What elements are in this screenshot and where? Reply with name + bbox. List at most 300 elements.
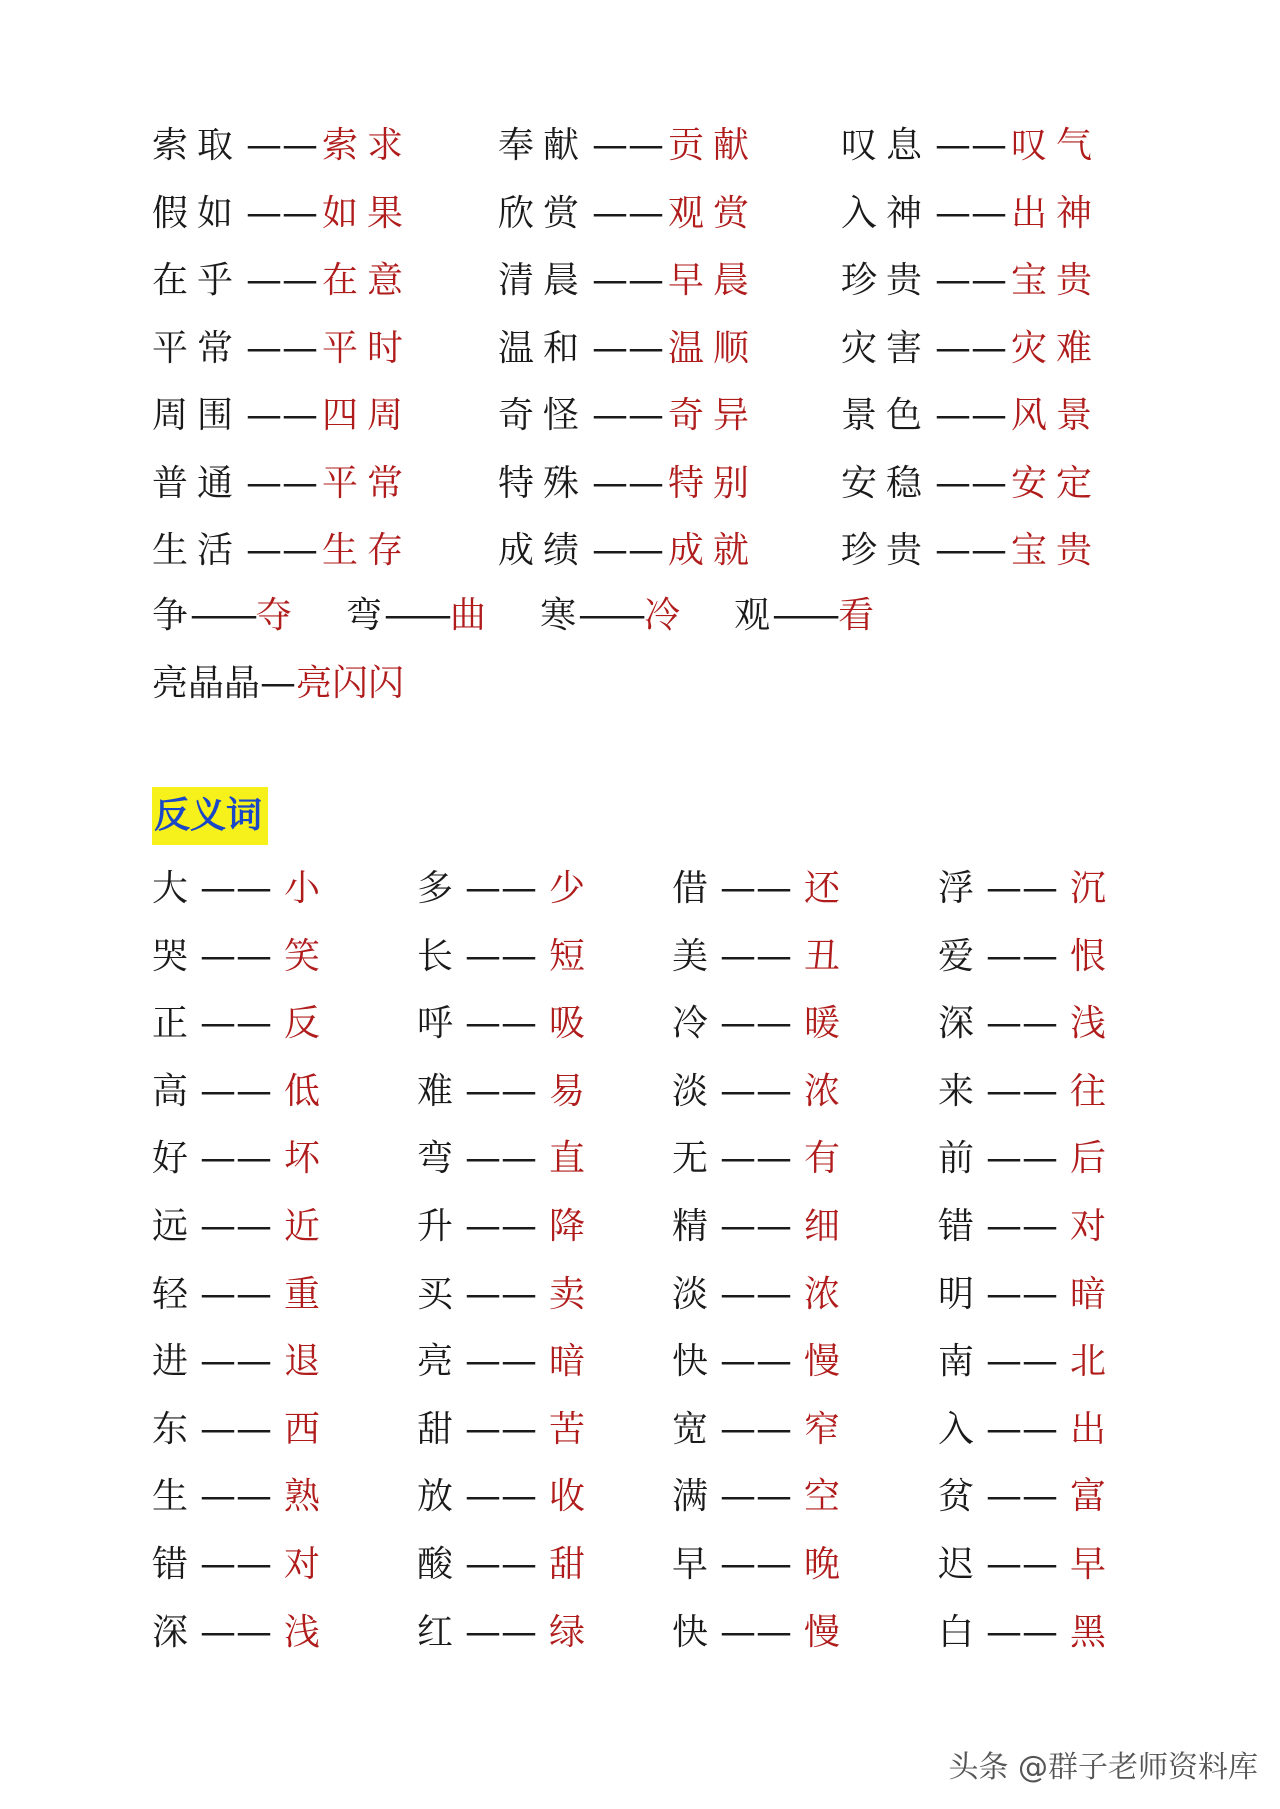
dash: —— [720,1070,793,1112]
word-right: 平常 [322,462,413,504]
antonym-pair [417,1396,585,1464]
dash: —— [578,595,643,636]
word-left: 宽 [672,1408,709,1450]
dash: —— [935,395,1008,436]
dash: —— [246,530,319,571]
dash: —— [465,1544,538,1585]
word-right: 富 [1070,1476,1107,1518]
antonym-pair [672,1193,840,1261]
dash: —— [200,1476,273,1518]
word-right: 有 [804,1138,841,1180]
synonym-row [152,517,1152,585]
dash: —— [200,1544,273,1585]
word-left: 淡 [672,1273,709,1315]
synonym-row [152,247,1152,315]
word-left: 明 [938,1273,975,1315]
word-right: 早晨 [668,260,759,301]
dash: —— [986,1611,1059,1653]
antonym-pair [417,1193,585,1261]
word-left: 快 [672,1611,709,1653]
dash: —— [200,935,273,977]
antonym-pair [672,923,840,991]
word-left: 来 [938,1070,975,1112]
word-right: 观赏 [668,192,759,234]
word-left: 大 [152,868,189,909]
dash: —— [720,1206,793,1247]
word-right: 晚 [804,1544,841,1585]
word-left: 争 [152,595,189,636]
antonym-row [152,1463,1152,1531]
dash: —— [465,1206,538,1247]
dash: —— [465,868,538,909]
word-left: 冷 [672,1003,709,1045]
antonym-pair [938,1193,1106,1261]
antonym-pair [417,1261,585,1329]
dash: —— [986,1408,1059,1450]
synonym-pair [152,112,412,180]
dash: —— [986,1273,1059,1315]
word-right: 如果 [322,192,413,234]
word-right: 成就 [668,530,759,571]
dash: —— [465,1138,538,1180]
dash: —— [986,1206,1059,1247]
dash: —— [592,462,665,504]
word-right: 暗 [1070,1273,1107,1315]
dash: —— [465,1408,538,1450]
antonym-row [152,1531,1152,1599]
word-right: 恨 [1070,935,1107,977]
antonym-pair [938,1599,1106,1667]
word-right: 在意 [322,260,413,301]
word-right: 北 [1070,1341,1107,1383]
dash: —— [720,1544,793,1585]
antonym-pair [152,1599,320,1667]
word-left: 东 [152,1408,189,1450]
dash: —— [986,935,1059,977]
word-left: 美 [672,935,709,977]
antonym-pair [417,1531,585,1599]
dash: —— [200,1273,273,1315]
word-right: 对 [284,1544,321,1585]
word-left: 生 [152,1476,189,1518]
dash: — [260,663,297,704]
antonym-pair [672,1261,840,1329]
word-left: 贫 [938,1476,975,1518]
antonym-pair [938,1125,1106,1193]
word-left: 白 [938,1611,975,1653]
word-right: 丑 [804,935,841,977]
word-right: 浅 [1070,1003,1107,1045]
synonym-single-row [152,582,928,650]
antonym-pair [152,1261,320,1329]
word-left: 升 [417,1206,454,1247]
dash: —— [592,327,665,369]
word-left: 南 [938,1341,975,1383]
word-left: 呼 [417,1003,454,1045]
word-right: 平时 [322,327,413,369]
word-right: 直 [549,1138,586,1180]
word-left: 清晨 [498,260,589,301]
dash: —— [592,260,665,301]
antonym-pair [938,855,1106,923]
dash: —— [200,1341,273,1383]
word-right: 降 [549,1206,586,1247]
antonym-pair [152,1531,320,1599]
synonym-pair [841,180,1101,248]
word-left: 奉献 [498,125,589,166]
word-right: 生存 [322,530,413,571]
dash: —— [246,192,319,234]
word-right: 安定 [1011,462,1102,504]
synonym-pair [152,517,412,585]
antonym-row [152,1396,1152,1464]
word-right: 浓 [804,1070,841,1112]
synonym-pair [498,382,758,450]
dash: —— [465,1070,538,1112]
antonym-pair [672,990,840,1058]
antonym-row [152,990,1152,1058]
word-left: 假如 [152,192,243,234]
antonym-pair [938,1261,1106,1329]
word-left: 灾害 [841,327,932,369]
synonym-pair [152,595,292,636]
antonym-pair [152,1058,320,1126]
synonym-pair [152,315,412,383]
word-left: 弯 [346,595,383,636]
dash: —— [986,1476,1059,1518]
word-left: 安稳 [841,462,932,504]
word-left: 无 [672,1138,709,1180]
watermark: 头条 @群子老师资料库 [948,1750,1258,1785]
word-right: 窄 [804,1408,841,1450]
dash: —— [200,1408,273,1450]
word-left: 淡 [672,1070,709,1112]
dash: —— [246,125,319,166]
antonym-pair [417,1599,585,1667]
synonym-pair [152,450,412,518]
word-right: 收 [549,1476,586,1518]
synonym-row [152,382,1152,450]
dash: —— [465,1273,538,1315]
word-left: 甜 [417,1408,454,1450]
synonym-row [152,180,1152,248]
synonym-pair [152,247,412,315]
word-right: 看 [838,595,875,636]
word-right: 曲 [450,595,487,636]
word-left: 错 [152,1544,189,1585]
word-left: 寒 [540,595,577,636]
antonym-pair [417,990,585,1058]
word-right: 甜 [549,1544,586,1585]
word-left: 平常 [152,327,243,369]
antonym-pair [152,1396,320,1464]
antonym-pair [938,1463,1106,1531]
antonym-pair [672,1396,840,1464]
word-left: 长 [417,935,454,977]
word-right: 特别 [668,462,759,504]
word-left: 在乎 [152,260,243,301]
antonym-pair [672,1125,840,1193]
synonym-row [152,112,1152,180]
antonym-pair [417,923,585,991]
dash: —— [200,868,273,909]
antonym-row [152,1058,1152,1126]
word-left: 借 [672,868,709,909]
antonym-pair [152,1193,320,1261]
dash: —— [592,192,665,234]
antonym-pair [672,1599,840,1667]
word-left: 远 [152,1206,189,1247]
dash: —— [200,1070,273,1112]
word-right: 奇异 [668,395,759,436]
synonym-pair [498,450,758,518]
dash: —— [246,327,319,369]
word-right: 低 [284,1070,321,1112]
word-left: 正 [152,1003,189,1045]
dash: —— [720,1341,793,1383]
dash: —— [772,595,837,636]
word-left: 特殊 [498,462,589,504]
synonym-pair [346,595,486,636]
word-left: 入神 [841,192,932,234]
word-left: 早 [672,1544,709,1585]
word-right: 易 [549,1070,586,1112]
dash: —— [465,1476,538,1518]
dash: —— [384,595,449,636]
word-right: 反 [284,1003,321,1045]
antonym-row [152,1599,1152,1667]
word-right: 冷 [644,595,681,636]
word-right: 笑 [284,935,321,977]
dash: —— [720,1611,793,1653]
dash: —— [935,327,1008,369]
word-right: 重 [284,1273,321,1315]
word-right: 坏 [284,1138,321,1180]
word-right: 风景 [1011,395,1102,436]
word-left: 快 [672,1341,709,1383]
word-right: 短 [549,935,586,977]
antonym-pair [938,923,1106,991]
antonym-pair [672,1058,840,1126]
word-right: 温顺 [668,327,759,369]
word-right: 对 [1070,1206,1107,1247]
word-left: 景色 [841,395,932,436]
word-right: 少 [549,868,586,909]
antonym-pair [152,1328,320,1396]
dash: —— [935,260,1008,301]
word-left: 难 [417,1070,454,1112]
dash: —— [246,260,319,301]
synonym-last-row [152,650,404,718]
dash: —— [935,462,1008,504]
synonym-pair [498,180,758,248]
dash: —— [465,935,538,977]
dash: —— [986,1003,1059,1045]
dash: —— [465,1611,538,1653]
dash: —— [720,1476,793,1518]
word-right: 出 [1070,1408,1107,1450]
synonym-pair [498,517,758,585]
word-left: 买 [417,1273,454,1315]
word-left: 精 [672,1206,709,1247]
antonym-pair [938,1396,1106,1464]
word-left: 进 [152,1341,189,1383]
word-left: 欣赏 [498,192,589,234]
synonym-pair [498,247,758,315]
dash: —— [200,1611,273,1653]
antonym-pair [417,1328,585,1396]
dash: —— [190,595,255,636]
word-left: 放 [417,1476,454,1518]
word-right: 宝贵 [1011,260,1102,301]
dash: —— [935,530,1008,571]
word-right: 近 [284,1206,321,1247]
synonym-pair [841,450,1101,518]
antonym-pair [417,1125,585,1193]
word-left: 生活 [152,530,243,571]
word-right: 浅 [284,1611,321,1653]
word-right: 四周 [322,395,413,436]
word-left: 多 [417,868,454,909]
word-right: 亮闪闪 [296,663,405,704]
dash: —— [986,1544,1059,1585]
antonym-pair [152,990,320,1058]
word-left: 爱 [938,935,975,977]
dash: —— [465,1341,538,1383]
synonym-pair [540,595,680,636]
antonym-pair [417,855,585,923]
word-right: 绿 [549,1611,586,1653]
dash: —— [465,1003,538,1045]
synonym-pair [841,382,1101,450]
word-left: 周围 [152,395,243,436]
word-right: 慢 [804,1341,841,1383]
antonym-pair [152,1463,320,1531]
word-right: 卖 [549,1273,586,1315]
word-left: 珍贵 [841,260,932,301]
word-left: 叹息 [841,125,932,166]
dash: —— [986,1138,1059,1180]
synonym-pair [841,247,1101,315]
word-right: 退 [284,1341,321,1383]
word-right: 西 [284,1408,321,1450]
dash: —— [246,462,319,504]
word-right: 贡献 [668,125,759,166]
dash: —— [986,1341,1059,1383]
word-left: 奇怪 [498,395,589,436]
word-right: 熟 [284,1476,321,1518]
word-right: 吸 [549,1003,586,1045]
synonym-pair [841,315,1101,383]
word-right: 小 [284,868,321,909]
synonym-pair [841,517,1101,585]
dash: —— [720,1138,793,1180]
dash: —— [720,1408,793,1450]
dash: —— [935,192,1008,234]
synonym-pair [152,180,412,248]
antonym-pair [417,1463,585,1531]
word-left: 亮 [417,1341,454,1383]
word-right: 慢 [804,1611,841,1653]
antonym-row [152,923,1152,991]
word-left: 轻 [152,1273,189,1315]
synonym-pair [734,595,874,636]
word-left: 普通 [152,462,243,504]
dash: —— [935,125,1008,166]
word-left: 入 [938,1408,975,1450]
word-right: 还 [804,868,841,909]
word-left: 高 [152,1070,189,1112]
antonym-row [152,1328,1152,1396]
dash: —— [592,125,665,166]
antonym-row [152,855,1152,923]
dash: —— [720,1273,793,1315]
dash: —— [592,395,665,436]
dash: —— [592,530,665,571]
dash: —— [246,395,319,436]
word-left: 深 [938,1003,975,1045]
antonym-pair [672,855,840,923]
word-left: 好 [152,1138,189,1180]
word-left: 前 [938,1138,975,1180]
word-left: 酸 [417,1544,454,1585]
word-left: 弯 [417,1138,454,1180]
word-right: 后 [1070,1138,1107,1180]
dash: —— [986,1070,1059,1112]
word-left: 珍贵 [841,530,932,571]
synonym-row [152,450,1152,518]
synonym-row [152,315,1152,383]
antonym-heading: 反义词 [152,787,268,845]
word-right: 浓 [804,1273,841,1315]
dash: —— [200,1206,273,1247]
antonym-pair [938,1531,1106,1599]
synonym-pair [498,315,758,383]
word-left: 亮晶晶 [152,663,261,704]
antonym-pair [152,1125,320,1193]
dash: —— [986,868,1059,909]
word-right: 夺 [256,595,293,636]
synonym-pair [498,112,758,180]
dash: —— [720,935,793,977]
antonym-row [152,1193,1152,1261]
antonym-pair [417,1058,585,1126]
word-right: 沉 [1070,868,1107,909]
antonym-pair [672,1531,840,1599]
antonym-pair [938,1328,1106,1396]
antonym-pair [938,990,1106,1058]
word-right: 黑 [1070,1611,1107,1653]
word-right: 宝贵 [1011,530,1102,571]
dash: —— [200,1138,273,1180]
antonym-row [152,1125,1152,1193]
word-right: 灾难 [1011,327,1102,369]
word-right: 暖 [804,1003,841,1045]
word-right: 细 [804,1206,841,1247]
dash: —— [720,868,793,909]
word-left: 深 [152,1611,189,1653]
word-right: 往 [1070,1070,1107,1112]
synonym-pair [841,112,1101,180]
word-left: 观 [734,595,771,636]
antonym-pair [152,923,320,991]
antonym-row [152,1261,1152,1329]
word-left: 索取 [152,125,243,166]
word-left: 成绩 [498,530,589,571]
synonym-pair [152,382,412,450]
word-right: 出神 [1011,192,1102,234]
dash: —— [200,1003,273,1045]
